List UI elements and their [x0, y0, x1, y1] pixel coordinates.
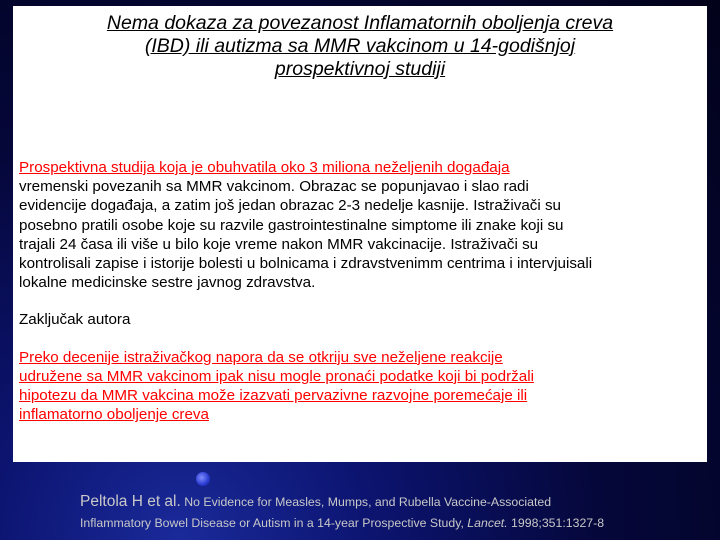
conclusion-line-1: Preko decenije istraživačkog napora da se otkriju sve neželjene reakcije	[19, 348, 503, 366]
bullet-dot-icon	[196, 472, 210, 486]
conclusion-line-3: hipotezu da MMR vakcina može izazvati pervazivne razvojne poremećaje ili	[19, 387, 528, 405]
conclusion-line-2: udružene sa MMR vakcinom ipak nisu mogle pronaći podatke koji bi podržali	[19, 367, 534, 385]
content-panel	[13, 6, 707, 462]
slide-title	[13, 12, 707, 81]
citation-title-part-2: Inflammatory Bowel Disease or Autism in a 14-year Prospective Study,	[80, 516, 468, 530]
citation-title-part-1: No Evidence for Measles, Mumps, and Rubella Vaccine-Associated	[180, 495, 552, 509]
study-intro-highlight: Prospektivna studija koja je obuhvatila oko 3 miliona neželjenih događaja	[19, 159, 510, 176]
conclusion-label: Zaključak autora	[19, 311, 131, 329]
citation-volume: 1998;351:1327-8	[507, 516, 605, 530]
citation-line-1	[80, 491, 710, 513]
slide-body	[19, 158, 703, 424]
title-line-1: Nema dokaza za povezanost Inflamatornih oboljenja creva	[106, 12, 614, 34]
study-paragraph-line-5: kontrolisali zapise i istorije bolesti u bolnicama i zdravstvenimm centrima i intervjuisali	[19, 255, 593, 273]
title-line-3: prospektivnoj studiji	[274, 58, 446, 80]
study-paragraph-line-1: vremenski povezanih sa MMR vakcinom. Obrazac se popunjavao i slao radi	[19, 178, 529, 196]
citation-authors: Peltola H et al.	[80, 493, 181, 510]
citation-journal: Lancet.	[467, 516, 508, 530]
title-line-2: (IBD) ili autizma sa MMR vakcinom u 14-godišnjoj	[144, 35, 576, 57]
conclusion-line-4: inflamatorno oboljenje creva	[19, 406, 209, 424]
study-paragraph-line-2: evidencije događaja, a zatim još jedan obrazac 2-3 nedelje kasnije. Istraživači su	[19, 197, 561, 215]
study-paragraph-line-4: trajali 24 časa ili više u bilo koje vreme nakon MMR vakcinacije. Istraživači su	[19, 235, 539, 253]
citation	[80, 491, 710, 534]
study-paragraph-line-6: lokalne medicinske sestre javnog zdravstva.	[19, 274, 316, 292]
study-paragraph-line-3: posebno pratili osobe koje su razvile gastrointestinalne simptome ili znake koji su	[19, 216, 564, 234]
citation-line-2	[80, 513, 710, 534]
